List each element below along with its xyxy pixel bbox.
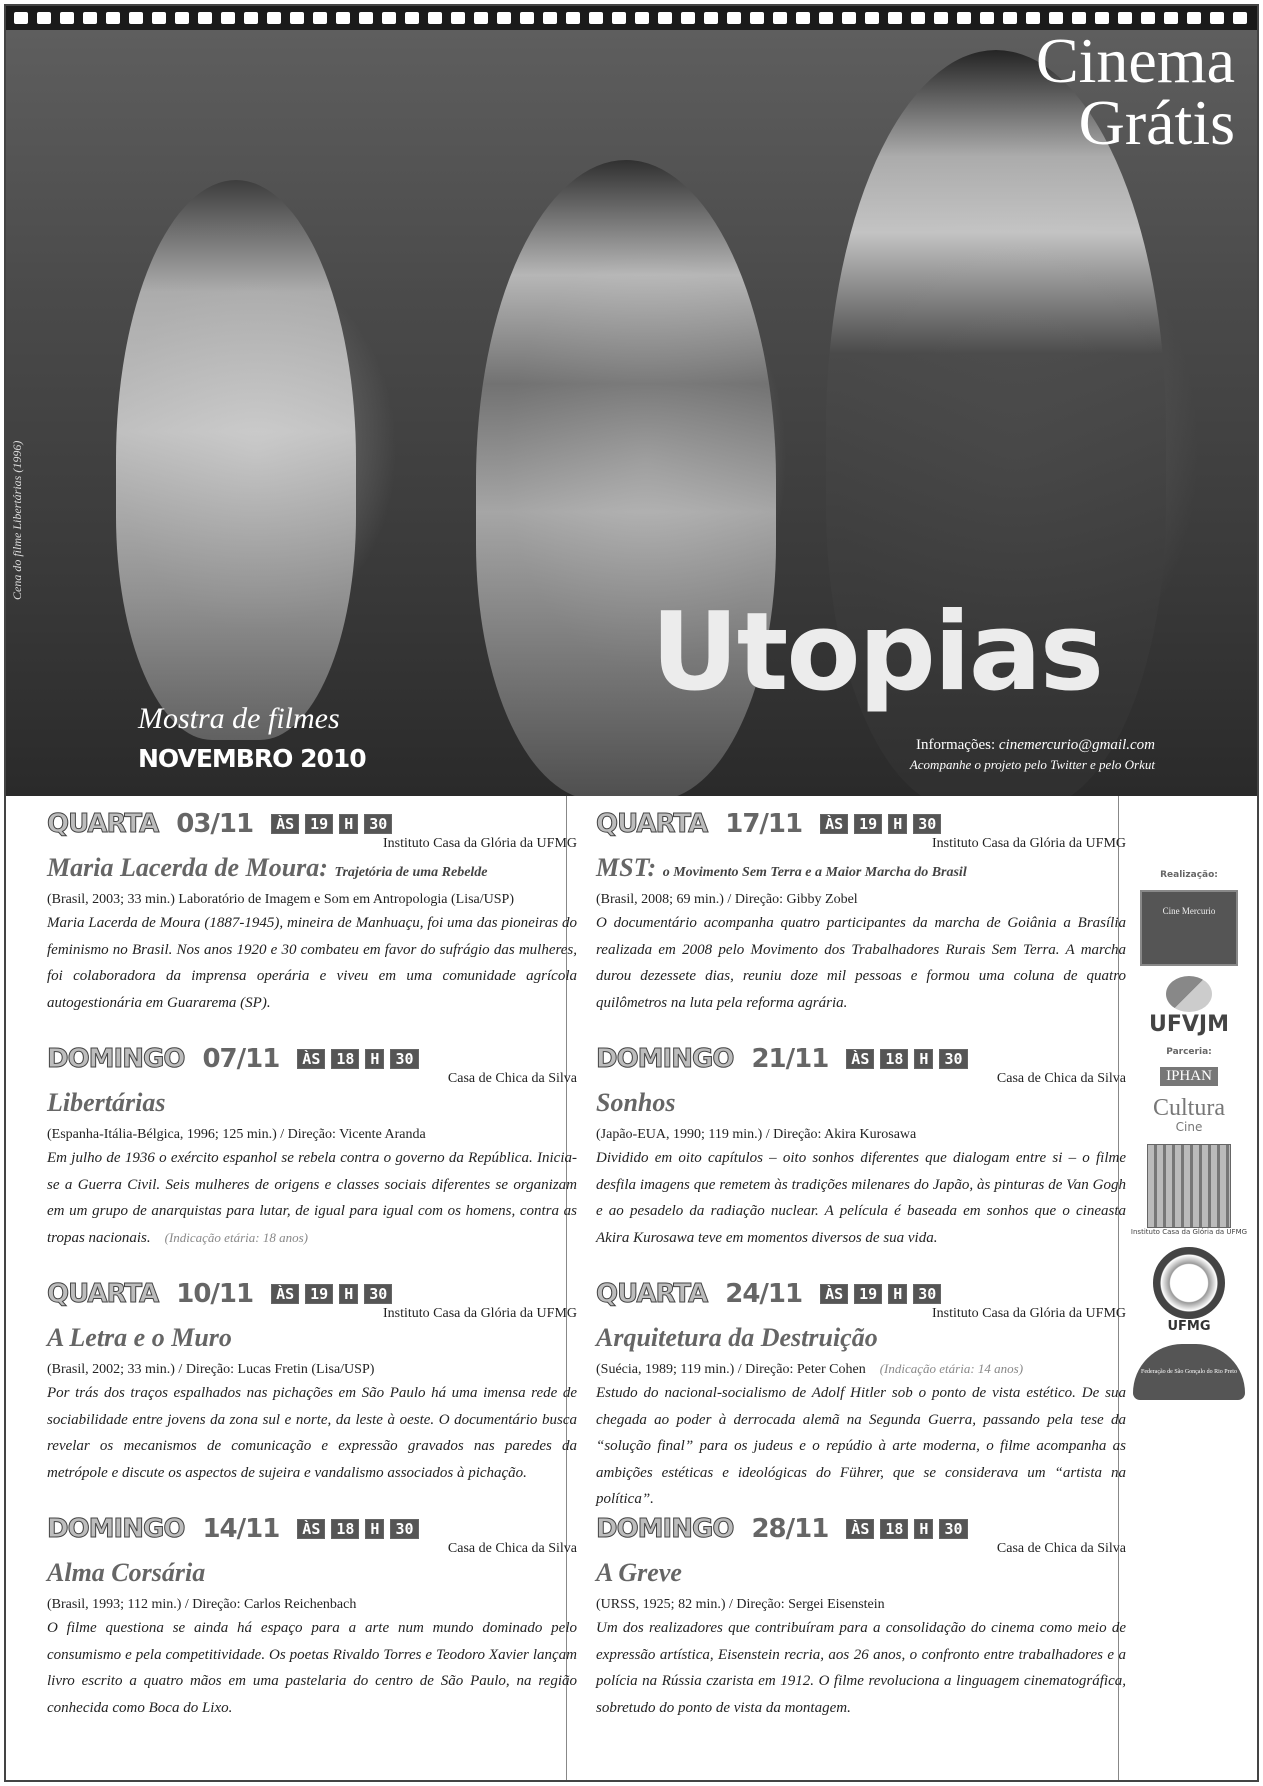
film-hole: [359, 12, 373, 24]
event-day: QUARTA: [596, 1279, 708, 1309]
as-box: ÀS: [846, 1049, 874, 1069]
event-date: 07/11: [202, 1044, 280, 1074]
film-hole: [129, 12, 143, 24]
film-hole: [566, 12, 580, 24]
film-hole: [1049, 12, 1063, 24]
ufvjm-logo: [1118, 976, 1260, 1037]
event-title: [47, 1089, 577, 1122]
hour-box: 19: [854, 814, 882, 834]
cinemercurio-logo: [1140, 890, 1238, 966]
event-meta: [47, 1361, 577, 1378]
film-hole: [267, 12, 281, 24]
as-box: ÀS: [297, 1519, 325, 1539]
film-hole: [405, 12, 419, 24]
event-meta: [47, 1126, 577, 1143]
film-hole: [37, 12, 51, 24]
event-venue: Casa de Chica da Silva: [996, 1541, 1126, 1556]
hour-box: 18: [331, 1519, 359, 1539]
hour-box: 19: [305, 1284, 333, 1304]
h-box: H: [888, 814, 907, 834]
event-block: [47, 1280, 577, 1515]
event-time: [297, 1519, 418, 1539]
event-venue: Casa de Chica da Silva: [996, 1071, 1126, 1086]
events-right-column: [596, 810, 1126, 1750]
event-block: [596, 1515, 1126, 1750]
film-meta: (Brasil, 1993; 112 min.) / Direção: Carlos Reichenbach: [47, 1597, 357, 1612]
parceria-label: Parceria:: [1166, 1047, 1212, 1057]
ufvjm-text: UFVJM: [1149, 1012, 1229, 1037]
film-hole: [14, 12, 28, 24]
film-hole: [934, 12, 948, 24]
hour-box: 18: [331, 1049, 359, 1069]
film-hole: [106, 12, 120, 24]
film-hole: [1210, 12, 1224, 24]
realizacao-label: Realização:: [1160, 870, 1218, 880]
film-meta: (Espanha-Itália-Bélgica, 1996; 125 min.) / Direção: Vicente Aranda: [47, 1127, 426, 1142]
min-box: 30: [913, 814, 941, 834]
film-hole: [635, 12, 649, 24]
utopias-title: Utopias: [651, 590, 1103, 715]
event-meta: [596, 891, 1126, 908]
event-date: 17/11: [725, 809, 803, 839]
film-hole: [773, 12, 787, 24]
event-meta: [596, 1126, 1126, 1143]
film-hole: [497, 12, 511, 24]
event-header: [47, 1045, 577, 1073]
event-time: [846, 1519, 967, 1539]
event-description: [596, 1615, 1126, 1721]
federacao-text: Federação de São Gonçalo do Rio Preto: [1141, 1369, 1237, 1375]
h-box: H: [365, 1519, 384, 1539]
event-block: [47, 1515, 577, 1750]
min-box: 30: [939, 1519, 967, 1539]
event-description: [47, 1145, 577, 1251]
photo-figure-left: [116, 180, 356, 740]
min-box: 30: [390, 1519, 418, 1539]
event-meta: [47, 891, 577, 908]
film-title: A Letra e o Muro: [47, 1323, 232, 1352]
film-synopsis: O documentário acompanha quatro participantes da marcha de Goiânia a Brasília realizada em 2008 pelo Movimento dos Trabalhadores Rurais Sem Terra. A marcha durou dezessete dias, reuniu doze mil pessoas e formou uma coluna de quatro quilômetros na luta pela reforma agrária.: [596, 915, 1126, 1011]
film-hole: [543, 12, 557, 24]
film-hole: [83, 12, 97, 24]
event-description: [596, 910, 1126, 1016]
event-header: [596, 810, 1126, 838]
event-date: 28/11: [751, 1514, 829, 1544]
event-title: [596, 1089, 1126, 1122]
event-time: [846, 1049, 967, 1069]
film-hole: [1233, 12, 1247, 24]
film-title: Alma Corsária: [47, 1558, 206, 1587]
event-date: 03/11: [176, 809, 254, 839]
film-hole: [888, 12, 902, 24]
event-description: [596, 1145, 1126, 1251]
sponsors-column: [1118, 870, 1260, 1400]
as-box: ÀS: [820, 814, 848, 834]
event-venue: Instituto Casa da Glória da UFMG: [931, 836, 1126, 851]
h-box: H: [914, 1519, 933, 1539]
film-hole: [474, 12, 488, 24]
event-venue: Instituto Casa da Glória da UFMG: [931, 1306, 1126, 1321]
film-hole: [681, 12, 695, 24]
film-meta: (Brasil, 2002; 33 min.) / Direção: Lucas Fretin (Lisa/USP): [47, 1362, 375, 1377]
film-hole: [704, 12, 718, 24]
event-time: [820, 1284, 941, 1304]
film-hole: [980, 12, 994, 24]
film-hole: [819, 12, 833, 24]
film-hole: [1072, 12, 1086, 24]
film-hole: [152, 12, 166, 24]
film-title: Arquitetura da Destruição: [596, 1323, 878, 1352]
as-box: ÀS: [271, 814, 299, 834]
federacao-logo: [1133, 1344, 1245, 1400]
event-block: [596, 810, 1126, 1045]
film-hole: [612, 12, 626, 24]
h-box: H: [339, 814, 358, 834]
film-hole: [750, 12, 764, 24]
film-hole: [290, 12, 304, 24]
event-title: [596, 1324, 1126, 1357]
film-hole: [244, 12, 258, 24]
film-hole: [796, 12, 810, 24]
as-box: ÀS: [297, 1049, 325, 1069]
cultura-logo: [1118, 1096, 1260, 1134]
event-header: [596, 1515, 1126, 1543]
event-meta: [596, 1596, 1126, 1613]
film-hole: [1118, 12, 1132, 24]
photo-credit: Cena do filme Libertárias (1996): [10, 440, 24, 600]
film-hole: [865, 12, 879, 24]
as-box: ÀS: [271, 1284, 299, 1304]
film-hole: [1141, 12, 1155, 24]
film-hole: [658, 12, 672, 24]
film-title: Sonhos: [596, 1088, 676, 1117]
hour-box: 19: [305, 814, 333, 834]
cultura-text: Cultura: [1153, 1095, 1225, 1121]
film-hole: [451, 12, 465, 24]
event-time: [297, 1049, 418, 1069]
hour-box: 19: [854, 1284, 882, 1304]
event-description: [596, 1380, 1126, 1513]
as-box: ÀS: [846, 1519, 874, 1539]
event-venue: Casa de Chica da Silva: [447, 1541, 577, 1556]
min-box: 30: [364, 814, 392, 834]
film-title: MST:: [596, 853, 657, 882]
film-hole: [1026, 12, 1040, 24]
event-description: [47, 1615, 577, 1721]
event-date: 10/11: [176, 1279, 254, 1309]
event-header: [596, 1045, 1126, 1073]
film-meta: (URSS, 1925; 82 min.) / Direção: Sergei Eisenstein: [596, 1597, 885, 1612]
film-hole: [428, 12, 442, 24]
mostra-label: Mostra de filmes: [138, 702, 340, 735]
film-synopsis: Maria Lacerda de Moura (1887-1945), mineira de Manhuaçu, foi uma das pioneiras do feminismo no Brasil. Nos anos 1920 e 30 combateu em favor do sufrágio das mulheres, foi colaboradora da imprensa operária e viveu em uma comunidade agrícola autogestionária em Guararema (SP).: [47, 915, 577, 1011]
event-day: QUARTA: [47, 809, 159, 839]
h-box: H: [914, 1049, 933, 1069]
event-title: [47, 1559, 577, 1592]
event-title: [47, 1324, 577, 1357]
min-box: 30: [913, 1284, 941, 1304]
info-label: Informações:: [915, 737, 996, 753]
film-hole: [1164, 12, 1178, 24]
cinema-word: Cinema: [1035, 30, 1235, 96]
event-title: [596, 1559, 1126, 1592]
film-hole: [175, 12, 189, 24]
event-day: QUARTA: [596, 809, 708, 839]
event-time: [820, 814, 941, 834]
film-hole: [520, 12, 534, 24]
event-header: [47, 810, 577, 838]
film-title: Libertárias: [47, 1088, 166, 1117]
event-block: [596, 1280, 1126, 1515]
h-box: H: [888, 1284, 907, 1304]
film-synopsis: Um dos realizadores que contribuíram para a consolidação do cinema como meio de expressão artística, Eisenstein recria, aos 26 anos, o confronto entre trabalhadores e a polícia na Rússia czarista em 1912. O filme revoluciona a linguagem cinematográfica, sobretudo do ponto de vista da montagem.: [596, 1620, 1126, 1716]
film-title: A Greve: [596, 1558, 682, 1587]
event-meta: [47, 1596, 577, 1613]
film-strip: [6, 6, 1257, 30]
hour-box: 18: [880, 1519, 908, 1539]
event-description: [47, 1380, 577, 1486]
event-day: DOMINGO: [47, 1514, 185, 1544]
cinemercurio-text: Cine Mercurio: [1162, 906, 1216, 916]
film-title: Maria Lacerda de Moura:: [47, 853, 328, 882]
film-hole: [313, 12, 327, 24]
film-synopsis: Em julho de 1936 o exército espanhol se rebela contra o governo da República. Inicia-se a Guerra Civil. Seis mulheres de origens e classes sociais diferentes se organizam em um grupo de anarquistas para lutar, de igual para igual com os homens, contra as tropas nacionais.: [47, 1150, 577, 1246]
film-subtitle: Trajetória de uma Rebelde: [334, 865, 488, 880]
age-rating: (Indicação etária: 14 anos): [879, 1361, 1024, 1376]
event-meta: [596, 1361, 1126, 1378]
film-hole: [589, 12, 603, 24]
event-time: [271, 814, 392, 834]
event-header: [596, 1280, 1126, 1308]
film-synopsis: Estudo do nacional-socialismo de Adolf Hitler sob o ponto de vista estético. De sua chegada ao poder à derrocada alemã na Segunda Guerra, passando pela tese da “solução final” para os judeus e o repúdio à arte moderna, o filme acompanha as ambições estéticas e ideológicas do Führer, que se considerava um “artista na política”.: [596, 1385, 1126, 1507]
cine-text: Cine: [1175, 1120, 1203, 1134]
ufmg-seal-icon: [1153, 1247, 1225, 1319]
event-header: [47, 1515, 577, 1543]
info-email[interactable]: cinemercurio@gmail.com: [998, 737, 1155, 753]
event-day: DOMINGO: [596, 1044, 734, 1074]
film-meta: (Brasil, 2008; 69 min.) / Direção: Gibby Zobel: [596, 892, 858, 907]
event-date: 14/11: [202, 1514, 280, 1544]
event-date: 21/11: [751, 1044, 829, 1074]
event-header: [47, 1280, 577, 1308]
event-day: DOMINGO: [596, 1514, 734, 1544]
film-hole: [727, 12, 741, 24]
cinema-gratis-title: [1035, 30, 1235, 158]
h-box: H: [365, 1049, 384, 1069]
desc-age-rating: (Indicação etária: 18 anos): [164, 1229, 308, 1245]
film-synopsis: Dividido em oito capítulos – oito sonhos diferentes que dialogam entre si – o filme desfila imagens que remetem às tradições milenares do Japão, às pinturas de Van Gogh e ao pesadelo da radiação nuclear. A película é baseada em sonhos que o cineasta Akira Kurosawa teve em momentos diversos de sua vida.: [596, 1150, 1126, 1246]
event-date: 24/11: [725, 1279, 803, 1309]
event-block: [47, 810, 577, 1045]
film-hole: [1003, 12, 1017, 24]
film-hole: [221, 12, 235, 24]
film-meta: (Suécia, 1989; 119 min.) / Direção: Peter Cohen: [596, 1362, 866, 1377]
film-hole: [957, 12, 971, 24]
film-meta: (Japão-EUA, 1990; 119 min.) / Direção: Akira Kurosawa: [596, 1127, 917, 1142]
as-box: ÀS: [820, 1284, 848, 1304]
event-block: [596, 1045, 1126, 1280]
film-hole: [1095, 12, 1109, 24]
min-box: 30: [939, 1049, 967, 1069]
film-hole: [1187, 12, 1201, 24]
film-hole: [60, 12, 74, 24]
events-left-column: [47, 810, 577, 1750]
event-description: [47, 910, 577, 1016]
film-hole: [336, 12, 350, 24]
film-hole: [842, 12, 856, 24]
film-hole: [382, 12, 396, 24]
film-hole: [198, 12, 212, 24]
h-box: H: [339, 1284, 358, 1304]
gratis-word: Grátis: [1078, 87, 1235, 158]
min-box: 30: [390, 1049, 418, 1069]
event-venue: Instituto Casa da Glória da UFMG: [382, 1306, 577, 1321]
hero-photo: [6, 30, 1257, 796]
film-hole: [911, 12, 925, 24]
novembro-label: NOVEMBRO 2010: [138, 744, 366, 773]
film-meta: (Brasil, 2003; 33 min.) Laboratório de Imagem e Som em Antropologia (Lisa/USP): [47, 892, 514, 907]
event-venue: Casa de Chica da Silva: [447, 1071, 577, 1086]
ufvjm-mark-icon: [1166, 976, 1212, 1012]
hour-box: 18: [880, 1049, 908, 1069]
building-icon: [1147, 1144, 1231, 1228]
ufmg-logo: [1118, 1247, 1260, 1334]
event-day: DOMINGO: [47, 1044, 185, 1074]
event-block: [47, 1045, 577, 1280]
film-synopsis: O filme questiona se ainda há espaço para a arte num mundo dominado pelo consumismo e pela competitividade. Os poetas Rivaldo Torres e Teodoro Xavier lançam livro escrito a quatro mãos em uma pastelaria do centro de São Paulo, na região conhecida como Boca do Lixo.: [47, 1620, 577, 1716]
event-title: [47, 854, 577, 887]
instituto-logo: [1118, 1144, 1260, 1237]
event-venue: Instituto Casa da Glória da UFMG: [382, 836, 577, 851]
instituto-caption: Instituto Casa da Glória da UFMG: [1130, 1228, 1248, 1236]
event-day: QUARTA: [47, 1279, 159, 1309]
film-synopsis: Por trás dos traços espalhados nas pichações em São Paulo há uma imensa rede de sociabilidade entre jovens da zona sul e norte, da leste à oeste. O documentário busca revelar os mecanismos de comunicação e expressão gravados nas paredes da metrópole e discute os aspectos de sujeira e vandalismo associados à pichação.: [47, 1385, 577, 1481]
min-box: 30: [364, 1284, 392, 1304]
film-subtitle: o Movimento Sem Terra e a Maior Marcha do Brasil: [662, 865, 967, 880]
info-block: [910, 736, 1155, 774]
event-time: [271, 1284, 392, 1304]
event-title: [596, 854, 1126, 887]
ufmg-text: UFMG: [1167, 1319, 1211, 1334]
iphan-logo: IPHAN: [1160, 1067, 1218, 1086]
follow-text: Acompanhe o projeto pelo Twitter e pelo Orkut: [909, 757, 1155, 772]
